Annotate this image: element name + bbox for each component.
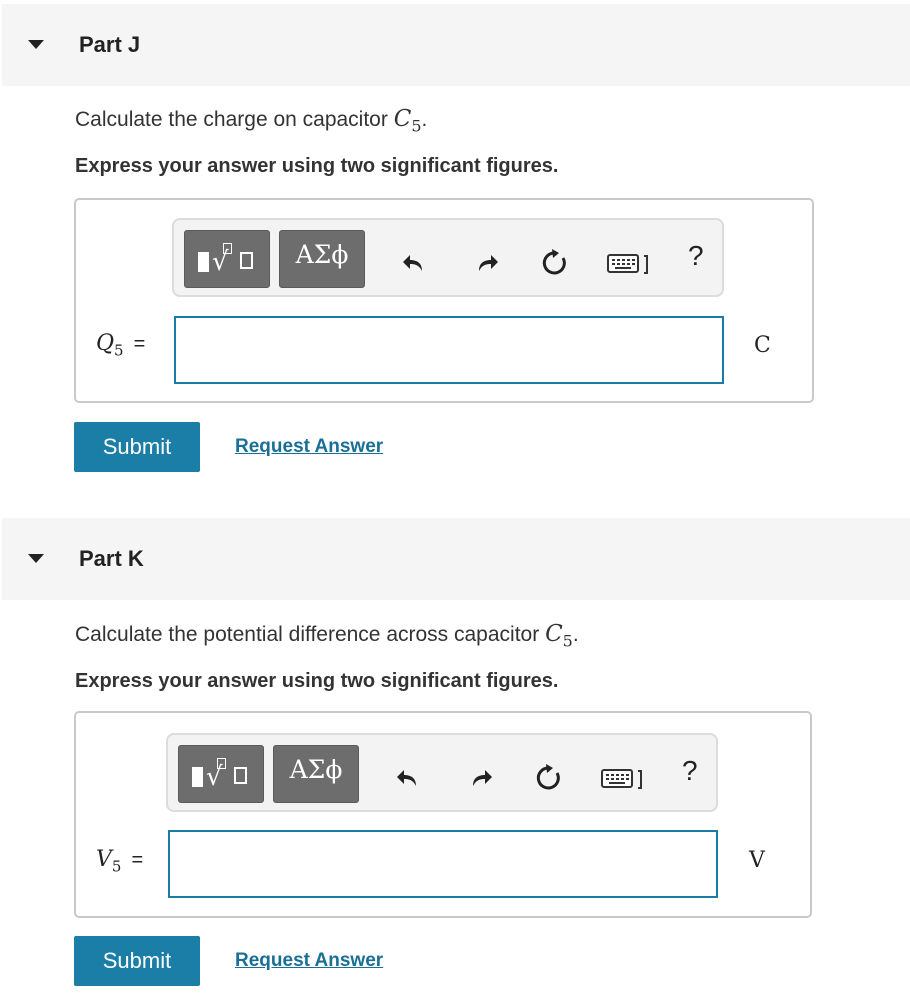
fraction-radical-template-icon <box>198 252 209 272</box>
prompt-end: . <box>421 108 428 131</box>
greek-symbols-button[interactable]: ΑΣϕ <box>273 745 359 803</box>
capacitor-symbol: $C_5$ <box>545 621 573 651</box>
answer-variable-label: $Q_5$ = <box>96 331 146 360</box>
answer-input[interactable] <box>168 830 718 898</box>
submit-button[interactable]: Submit <box>74 422 200 472</box>
submit-button[interactable]: Submit <box>74 936 200 986</box>
answer-unit: V <box>749 848 765 873</box>
reset-icon[interactable] <box>533 763 563 793</box>
part-k-header[interactable] <box>2 518 910 600</box>
prompt-text: Calculate the charge on capacitor <box>75 108 394 131</box>
prompt-end: . <box>572 623 579 646</box>
question-prompt <box>75 621 579 651</box>
undo-icon[interactable] <box>400 248 430 278</box>
keyboard-shortcuts-icon[interactable] <box>600 763 648 793</box>
redo-icon[interactable] <box>465 763 495 793</box>
reset-icon[interactable] <box>539 248 569 278</box>
answer-unit: C <box>754 333 771 358</box>
answer-variable-label: $V_5$ = <box>96 847 144 876</box>
prompt-text: Calculate the potential difference across capacitor <box>75 623 546 646</box>
templates-button[interactable]: √ <box>184 230 270 288</box>
part-title: Part K <box>79 546 144 571</box>
caret-down-icon[interactable] <box>28 40 44 49</box>
fraction-radical-template-icon <box>192 767 203 787</box>
greek-symbols-button[interactable]: ΑΣϕ <box>279 230 365 288</box>
part-title: Part J <box>79 32 141 57</box>
part-j-header[interactable] <box>2 4 910 86</box>
help-icon[interactable]: ? <box>682 755 698 786</box>
templates-button[interactable]: √ <box>178 745 264 803</box>
question-prompt <box>75 106 427 136</box>
math-toolbar <box>172 218 724 297</box>
capacitor-symbol: $C_5$ <box>393 106 422 136</box>
answer-input[interactable] <box>174 316 724 384</box>
math-toolbar <box>166 733 718 812</box>
answer-panel <box>74 711 812 918</box>
caret-down-icon[interactable] <box>28 554 44 563</box>
answer-panel <box>74 198 814 403</box>
redo-icon[interactable] <box>471 248 501 278</box>
answer-instruction: Express your answer using two significant figures. <box>75 670 559 692</box>
keyboard-shortcuts-icon[interactable] <box>606 248 654 278</box>
request-answer-link[interactable]: Request Answer <box>235 436 384 457</box>
undo-icon[interactable] <box>394 763 424 793</box>
request-answer-link[interactable]: Request Answer <box>235 950 384 971</box>
answer-instruction: Express your answer using two significant figures. <box>75 155 559 177</box>
help-icon[interactable]: ? <box>688 240 704 271</box>
